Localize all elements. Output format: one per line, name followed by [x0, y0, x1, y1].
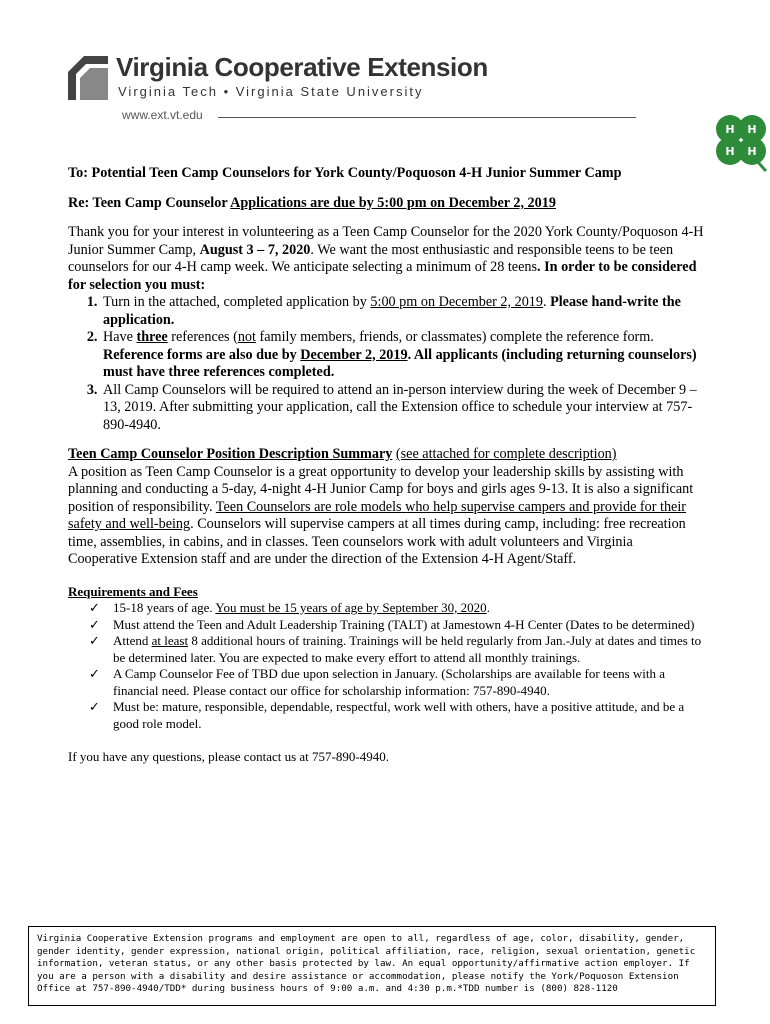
- list-item: [89, 600, 704, 617]
- requirements-heading: Requirements and Fees: [68, 583, 198, 599]
- item-text: Must attend the Teen and Adult Leadership Training (TALT) at Jamestown 4-H Center (Dates to be determined): [113, 616, 695, 632]
- item-text: Have: [103, 329, 137, 345]
- org-url: www.ext.vt.edu: [122, 108, 203, 122]
- item-text: 15-18 years of age.: [113, 600, 216, 615]
- checkmark-icon: ✓: [89, 699, 100, 714]
- item-text: references (: [167, 329, 238, 345]
- item-text: family members, friends, or classmates) complete the reference form.: [255, 329, 654, 345]
- item-text: 8 additional hours of training. Trainings will be held regularly from Jan.-July at dates and times to be determined later. You are expected to make every effort to attend all monthly trainings.: [113, 633, 702, 665]
- list-item: [89, 699, 704, 732]
- intro-requirement: . In order to be considered for selection you must:: [68, 259, 697, 293]
- item-text: .: [542, 294, 551, 310]
- checkmark-icon: ✓: [89, 600, 100, 615]
- item-emphasis: three: [136, 329, 168, 345]
- svg-text:H: H: [747, 145, 757, 158]
- re-prefix: Re: Teen Camp Counselor: [68, 194, 231, 211]
- item-deadline: December 2, 2019: [300, 346, 408, 363]
- item-deadline: 5:00 pm on December 2, 2019: [370, 294, 543, 310]
- letterhead: [68, 52, 757, 158]
- re-line: [68, 195, 704, 213]
- item-emphasis: not: [237, 329, 256, 345]
- checkmark-icon: ✓: [89, 633, 100, 648]
- re-deadline: Applications are due by 5:00 pm on December 2, 2019: [230, 194, 556, 211]
- letter-body: [68, 165, 704, 766]
- position-title: Teen Camp Counselor Position Description Summary: [68, 446, 393, 462]
- svg-text:H: H: [747, 123, 757, 136]
- camp-dates: August 3 – 7, 2020: [199, 241, 311, 258]
- svg-text:H: H: [725, 145, 735, 158]
- item-text: Turn in the attached, completed application by: [103, 294, 371, 310]
- item-emphasis: . All applicants (including returning counselors) must have three references completed.: [103, 346, 697, 380]
- 4h-clover-icon: [706, 105, 770, 175]
- position-text: A position as Teen Camp Counselor is a great opportunity to develop your leadership skills by assisting with planning and conducting a 5-day, 4-night 4-H Junior Camp for boys and girls ages 9-13. It is also a significant position of responsibility.: [68, 463, 694, 515]
- position-paragraph: [68, 446, 704, 569]
- list-item: 3. All Camp Counselors will be required to attend an in-person interview during the week of December 9 – 13, 2019. After submitting your application, call the Extension office to schedule your interview at 757-890-4940.: [101, 382, 704, 435]
- vce-logo-icon: [68, 56, 108, 100]
- list-item: [89, 666, 704, 699]
- list-item: [89, 616, 704, 634]
- intro-paragraph: [68, 224, 704, 294]
- position-see-note: (see attached for complete description): [395, 446, 617, 462]
- item-text: A Camp Counselor Fee of TBD due upon selection in January. (Scholarships are available for teens with a financial need. Please contact our office for scholarship information: 757-890-4940.: [113, 666, 666, 698]
- item-text: Attend: [113, 633, 152, 648]
- item-text: Must be: mature, responsible, dependable, respectful, work well with others, have a positive attitude, and be a good role model.: [113, 699, 685, 731]
- org-title: Virginia Cooperative Extension: [116, 52, 488, 82]
- intro-text-2: . We want the most enthusiastic and responsible teens to be teen counselors for our 4-H camp week. We anticipate selecting a minimum of 28 teens: [68, 241, 674, 275]
- item-text: .: [486, 600, 490, 615]
- checkmark-icon: ✓: [89, 666, 100, 681]
- intro-text: Thank you for your interest in volunteering as a Teen Camp Counselor for the 2020 York County/Poquoson 4-H Junior Summer Camp,: [68, 224, 704, 258]
- item-emphasis: Reference forms are also due by: [103, 346, 301, 363]
- position-emphasis: Teen Counselors are role models who help supervise campers and provide for their safety and well-being: [68, 498, 686, 532]
- list-item: [101, 329, 704, 382]
- list-item: [101, 294, 704, 329]
- requirements-list: [68, 294, 704, 434]
- svg-text:H: H: [725, 123, 735, 136]
- item-emphasis: Please hand-write the application.: [103, 294, 681, 328]
- closing-line: If you have any questions, please contact us at 757-890-4940.: [68, 749, 389, 764]
- to-line: To: Potential Teen Camp Counselors for York County/Poquoson 4-H Junior Summer Camp: [68, 165, 622, 181]
- requirements-title: [68, 583, 704, 601]
- checkmark-icon: ✓: [89, 616, 100, 632]
- item-emphasis: You must be 15 years of age by September 30, 2020: [215, 600, 487, 615]
- list-item: [89, 633, 704, 666]
- item-emphasis: at least: [151, 633, 189, 648]
- org-subtitle: Virginia Tech • Virginia State University: [118, 84, 424, 99]
- nondiscrimination-footer: Virginia Cooperative Extension programs and employment are open to all, regardless of age, color, disability, gender, gender identity, gender expression, national origin, political affiliation, race, religion, sexual orientation, genetic information, veteran status, or any other basis protected by law. An equal opportunity/affirmative action employer. If you are a person with a disability and desire assistance or accommodation, please notify the York/Poquoson Extension Office at 757-890-4940/TDD* during business hours of 9:00 a.m. and 4:30 p.m.*TDD number is (800) 828-1120: [28, 926, 716, 1006]
- position-text-2: . Counselors will supervise campers at all times during camp, including: free recreation time, assemblies, in cabins, and in classes. Teen counselors work with adult volunteers and Virginia Cooperative Extension staff and are under the direction of the Extension 4-H Agent/Staff.: [68, 516, 686, 567]
- fees-list: [68, 600, 704, 732]
- header-rule: [218, 117, 636, 118]
